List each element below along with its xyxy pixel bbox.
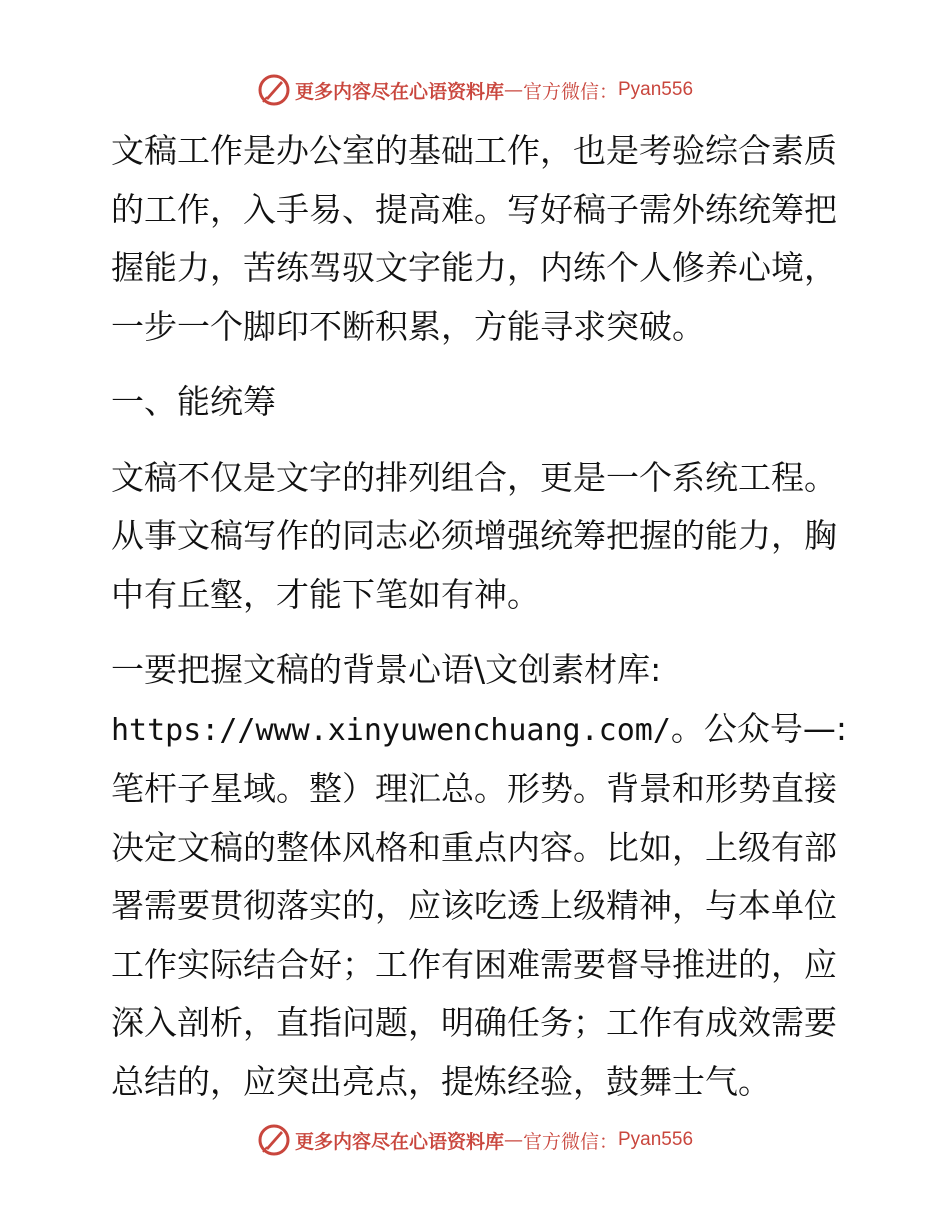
- section-heading: 一、能统筹: [111, 382, 276, 421]
- banner-text: 更多内容尽在心语资料库: [294, 1130, 504, 1153]
- section-paragraph: 文稿不仅是文字的排列组合，更是一个系统工程。从事文稿写作的同志必须增强统筹把握的能力，胸中有丘壑，才能下笔如有神。: [111, 457, 837, 614]
- header-banner: [0, 70, 950, 110]
- source-url-link[interactable]: https://www.xinyuwenchuang.com/: [111, 712, 671, 748]
- paragraph-rest: 。公众号—:笔杆子星域。整）理汇总。形势。背景和形势直接决定文稿的整体风格和重点内容。比如，上级有部署需要贯彻落实的，应该吃透上级精神，与本单位工作实际结合好；工作有困难需要督导推进的，应深入剖析，直指问题，明确任务；工作有成效需要总结的，应突出亮点，提炼经验，鼓舞士气。: [111, 708, 848, 1101]
- banner-separator: —: [503, 1129, 523, 1151]
- paragraph-lead: 一要把握文稿的背景心语\文创素材库:: [111, 650, 662, 689]
- banner-text: 更多内容尽在心语资料库: [294, 80, 504, 103]
- document-body: [97, 122, 857, 1128]
- footer-banner: [0, 1120, 950, 1160]
- section-paragraph-url: [97, 641, 857, 1111]
- quill-logo-icon: [257, 73, 291, 107]
- banner-wechat-label: 官方微信：: [522, 80, 618, 103]
- quill-logo-icon: [257, 1123, 291, 1157]
- banner-wechat-id: Pyan556: [618, 1129, 694, 1150]
- banner-wechat-label: 官方微信：: [522, 1130, 618, 1153]
- intro-paragraph: 文稿工作是办公室的基础工作，也是考验综合素质的工作，入手易、提高难。写好稿子需外练统筹把握能力，苦练驾驭文字能力，内练个人修养心境，一步一个脚印不断积累，方能寻求突破。: [111, 131, 837, 346]
- banner-separator: —: [503, 79, 523, 101]
- banner-wechat-id: Pyan556: [618, 79, 694, 100]
